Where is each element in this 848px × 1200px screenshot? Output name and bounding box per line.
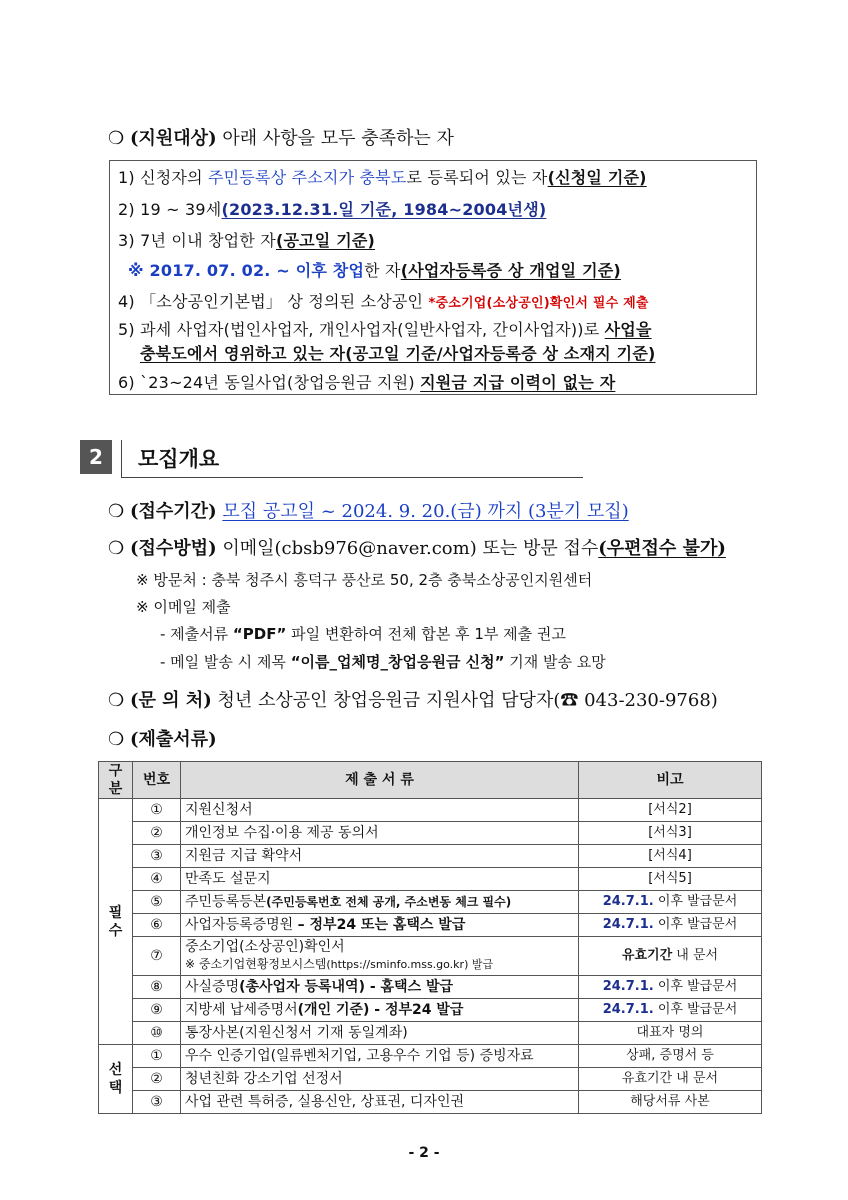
bullet-circle-icon: ❍	[108, 690, 125, 711]
table-row: ⑥ 사업자등록증명원 – 정부24 또는 홈택스 발급 24.7.1. 이후 발급문서	[99, 914, 762, 937]
bullet-circle-icon: ❍	[108, 729, 125, 750]
table-row: ② 개인정보 수집·이용 제공 동의서 [서식3]	[99, 822, 762, 845]
eligibility-item-3: 3) 7년 이내 창업한 자(공고일 기준)	[118, 231, 376, 250]
table-row: 필수 ① 지원신청서 [서식2]	[99, 799, 762, 822]
eligibility-item-1: 1) 신청자의 주민등록상 주소지가 충북도로 등록되어 있는 자(신청일 기준)	[118, 168, 647, 187]
table-row: ⑨ 지방세 납세증명서(개인 기준) - 정부24 발급 24.7.1. 이후 발급문서	[99, 999, 762, 1022]
email-note: ※ 이메일 제출	[136, 598, 231, 616]
section-divider	[121, 440, 122, 478]
eligibility-item-3-note: ※ 2017. 07. 02. ~ 이후 창업한 자(사업자등록증 상 개업일 기준)	[128, 261, 621, 280]
bullet-circle-icon: ❍	[108, 538, 125, 559]
eligibility-box	[109, 160, 757, 395]
bullet-circle-icon: ❍	[108, 128, 125, 149]
target-heading: ❍ (지원대상) 아래 사항을 모두 충족하는 자	[108, 128, 454, 149]
section-title: 모집개요	[138, 447, 220, 471]
table-header: 구분 번호 제 출 서 류 비고	[99, 762, 762, 799]
contact-info: ❍ (문 의 처) 청년 소상공인 창업응원금 지원사업 담당자(☎ 043-230-9768)	[108, 690, 718, 711]
table-row: 선택 ① 우수 인증기업(일류벤처기업, 고용우수 기업 등) 증빙자료 상패, 증명서 등	[99, 1045, 762, 1068]
application-method: ❍ (접수방법) 이메일(cbsb976@naver.com) 또는 방문 접수(우편접수 불가)	[108, 538, 726, 559]
email-instruction-1: - 제출서류 “PDF” 파일 변환하여 전체 합본 후 1부 제출 권고	[160, 625, 566, 643]
visit-location: ※ 방문처 : 충북 청주시 흥덕구 풍산로 50, 2층 충북소상공인지원센터	[136, 571, 593, 589]
bullet-circle-icon: ❍	[108, 501, 125, 522]
table-row: ④ 만족도 설문지 [서식5]	[99, 868, 762, 891]
eligibility-item-4: 4) 「소상공인기본법」 상 정의된 소상공인 *중소기업(소상공인)확인서 필수 제출	[118, 292, 649, 311]
email-instruction-2: - 메일 발송 시 제목 “이름_업체명_창업응원금 신청” 기재 발송 요망	[160, 653, 606, 671]
eligibility-item-5-cont: 충북도에서 영위하고 있는 자(공고일 기준/사업자등록증 상 소재지 기준)	[140, 344, 656, 363]
table-row: ③ 지원금 지급 확약서 [서식4]	[99, 845, 762, 868]
eligibility-item-5: 5) 과세 사업자(법인사업자, 개인사업자(일반사업자, 간이사업자))로 사업을	[118, 320, 652, 339]
documents-table	[98, 761, 762, 1114]
table-row: ⑦ 중소기업(소상공인)확인서 ※ 중소기업현황정보시스템(https://sminfo.mss.go.kr) 발급 유효기간 내 문서	[99, 937, 762, 976]
section-number: 2	[80, 440, 112, 474]
eligibility-item-2: 2) 19 ~ 39세(2023.12.31.일 기준, 1984~2004년생)	[118, 200, 547, 219]
table-row: ⑧ 사실증명(총사업자 등록내역) - 홈택스 발급 24.7.1. 이후 발급문서	[99, 976, 762, 999]
section-underline	[121, 477, 583, 478]
table-row: ③ 사업 관련 특허증, 실용신안, 상표권, 디자인권 해당서류 사본	[99, 1091, 762, 1114]
table-row: ⑩ 통장사본(지원신청서 기재 동일계좌) 대표자 명의	[99, 1022, 762, 1045]
eligibility-item-6: 6) `23~24년 동일사업(창업응원금 지원) 지원금 지급 이력이 없는 자	[118, 373, 616, 392]
table-row: ② 청년친화 강소기업 선정서 유효기간 내 문서	[99, 1068, 762, 1091]
page-number: - 2 -	[408, 1145, 440, 1161]
application-period: ❍ (접수기간) 모집 공고일 ~ 2024. 9. 20.(금) 까지 (3분기 모집)	[108, 501, 629, 522]
documents-heading: ❍ (제출서류)	[108, 729, 217, 750]
table-row: ⑤ 주민등록등본(주민등록번호 전체 공개, 주소변동 체크 필수) 24.7.1. 이후 발급문서	[99, 891, 762, 914]
